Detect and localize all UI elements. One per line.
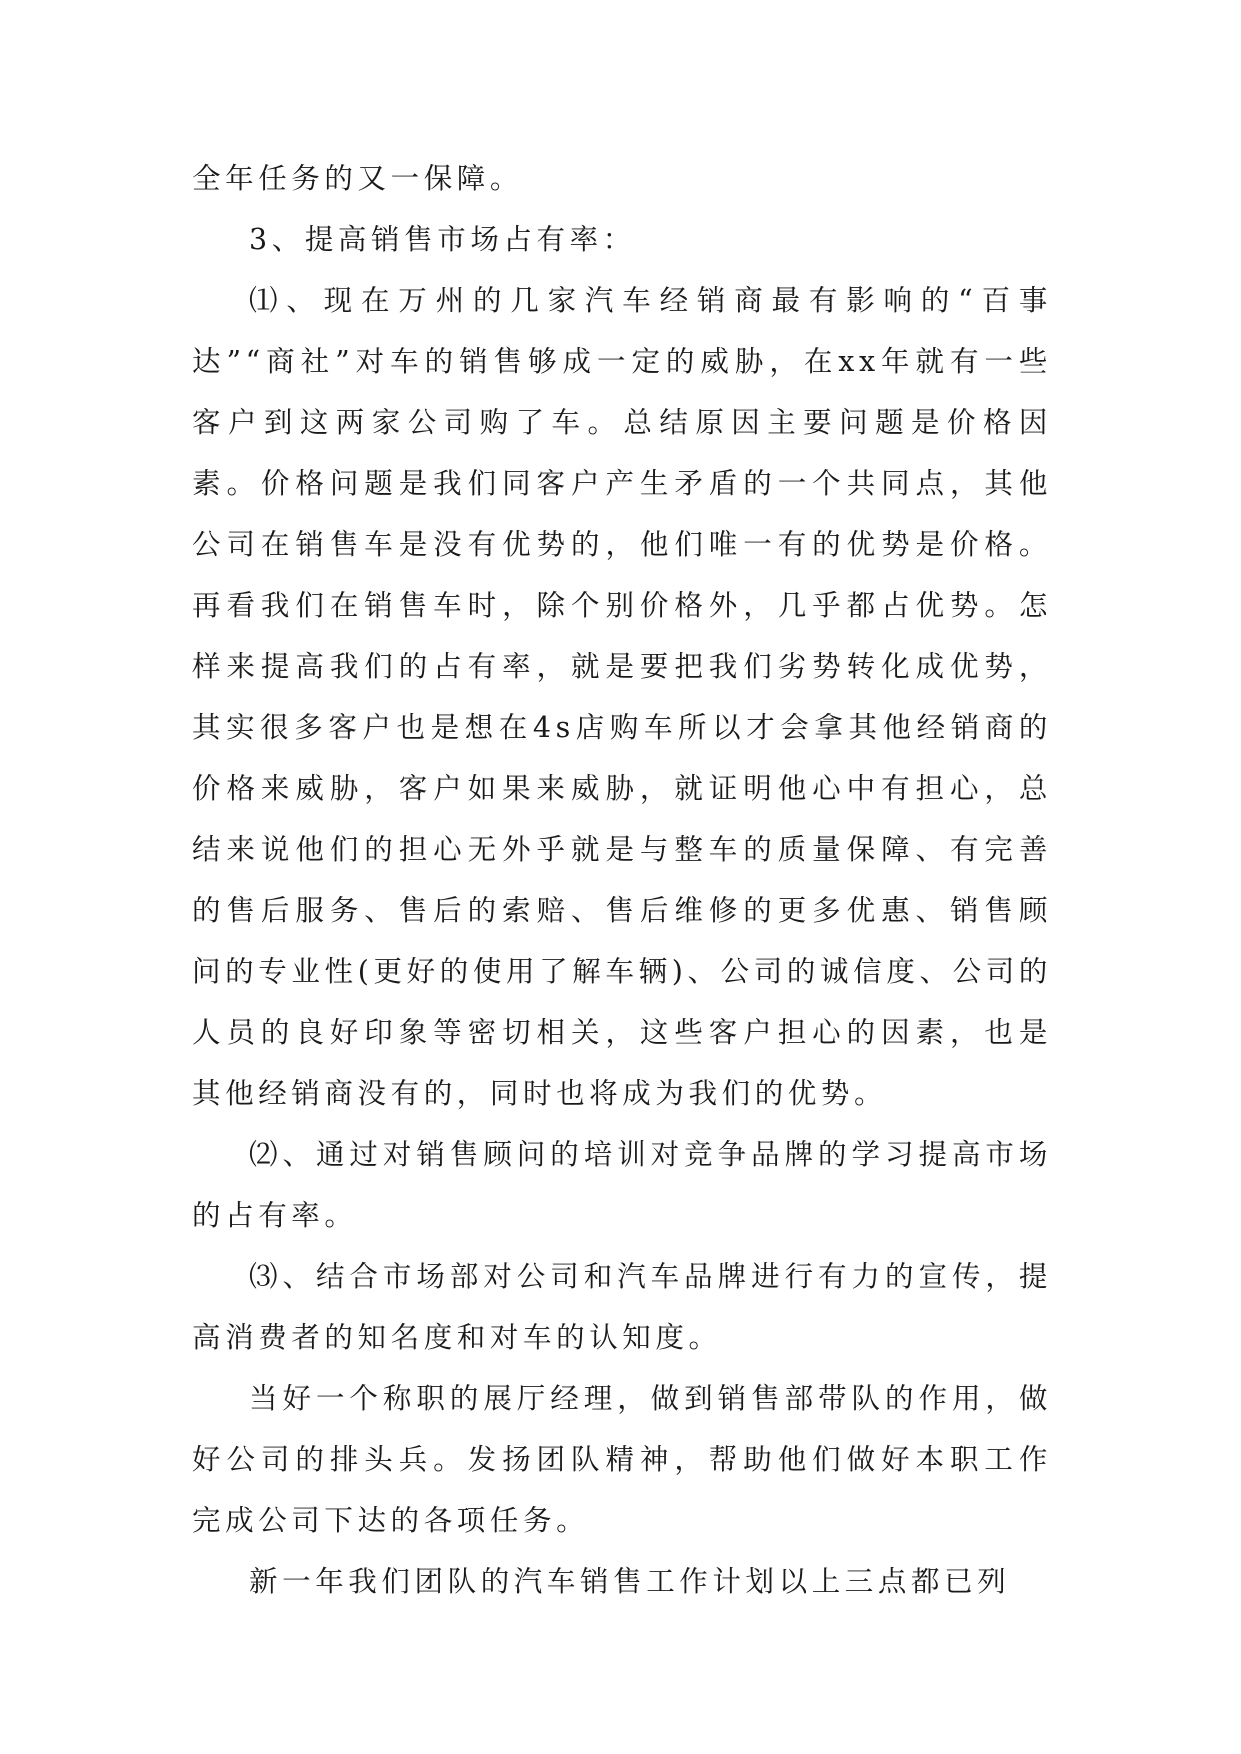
paragraph-new-year-plan: 新一年我们团队的汽车销售工作计划以上三点都已列	[249, 1565, 1011, 1598]
paragraph-item-2: ⑵、通过对销售顾问的培训对竞争品牌的学习提高市场的占有率。	[192, 1138, 1052, 1232]
paragraph-showroom-manager: 当好一个称职的展厅经理，做到销售部带队的作用，做好公司的排头兵。发扬团队精神，帮助他们做好本职工作完成公司下达的各项任务。	[192, 1382, 1052, 1537]
paragraph-item-3: ⑶、结合市场部对公司和汽车品牌进行有力的宣传，提高消费者的知名度和对车的认知度。	[192, 1260, 1052, 1354]
paragraph-continuation: 全年任务的又一保障。	[192, 162, 524, 195]
paragraph-heading-market-share: 3、提高销售市场占有率：	[249, 223, 636, 256]
document-body	[192, 148, 1052, 1612]
paragraph-item-1: ⑴、现在万州的几家汽车经销商最有影响的“百事达”“商社”对车的销售够成一定的威胁，在xx年就有一些客户到这两家公司购了车。总结原因主要问题是价格因素。价格问题是我们同客户产生矛盾的一个共同点，其他公司在销售车是没有优势的，他们唯一有的优势是价格。再看我们在销售车时，除个别价格外，几乎都占优势。怎样来提高我们的占有率，就是要把我们劣势转化成优势，其实很多客户也是想在4s店购车所以才会拿其他经销商的价格来威胁，客户如果来威胁，就证明他心中有担心，总结来说他们的担心无外乎就是与整车的质量保障、有完善的售后服务、售后的索赔、售后维修的更多优惠、销售顾问的专业性(更好的使用了解车辆)、公司的诚信度、公司的人员的良好印象等密切相关，这些客户担心的因素，也是其他经销商没有的，同时也将成为我们的优势。	[192, 284, 1052, 1110]
